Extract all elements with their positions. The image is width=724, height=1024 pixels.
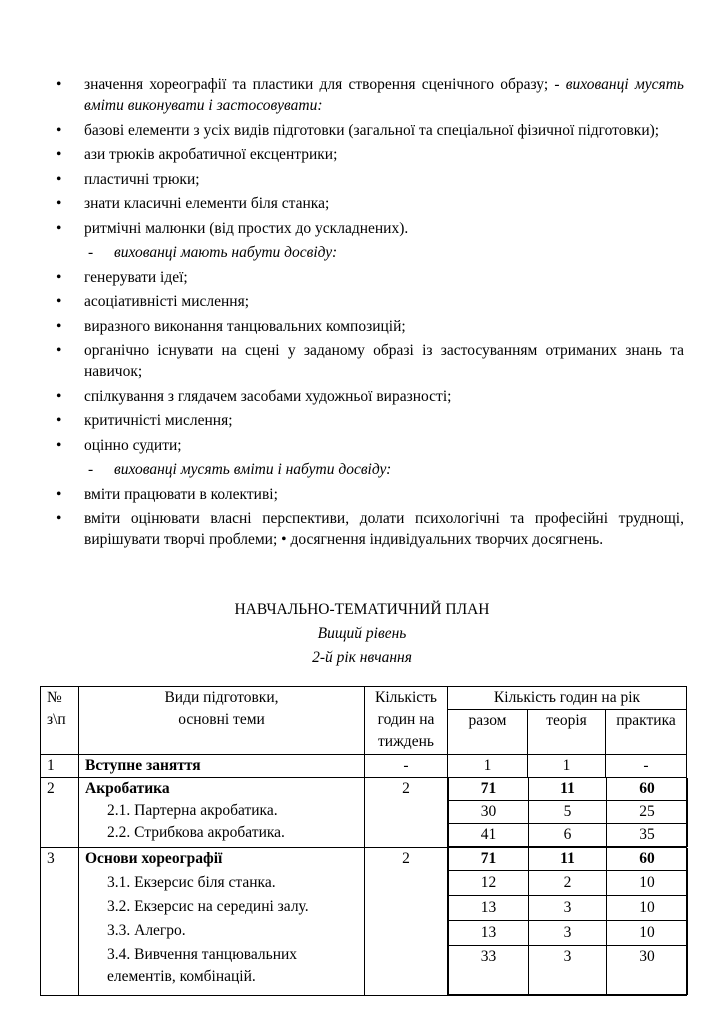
list-item: • органічно існувати на сцені у заданому образі із застосуванням отриманих знань та навичок; [56, 340, 684, 382]
header-num: № з\п [41, 687, 79, 755]
list-item: • пластичні трюки; [56, 169, 684, 190]
header-yearly: Кількість годин на рік [448, 687, 687, 710]
list-subheading: - вихованці мають набути досвіду: [56, 242, 684, 263]
table-row: 2 Акробатика 2.1. Партерна акробатика. 2.2. Стрибкова акробатика. 2 71 11 60 30 5 25 41 6 35 [41, 778, 687, 848]
header-types: Види підготовки, основні теми [79, 687, 365, 755]
thematic-plan-table [40, 686, 687, 996]
plan-year: 2-й рік нвчання [312, 649, 412, 666]
table-row: 3 Основи хореографії 3.1. Екзерсис біля станка. 3.2. Екзерсис на середині залу. 3.3. Алегро. 3.4. Вивчення танцювальних елементів, комбінацій. 2 71 11 60 12 2 10 13 3 10 13 3 10 33 3 30 [41, 848, 687, 996]
list-item: • виразного виконання танцювальних композицій; [56, 316, 684, 337]
list-item: • ритмічні малюнки (від простих до ускладнених). [56, 218, 684, 239]
list-item: • знати класичні елементи біля станка; [56, 193, 684, 214]
list-item: • асоціативністі мислення; [56, 291, 684, 312]
competency-list [56, 74, 684, 554]
list-item: • оцінно судити; [56, 435, 684, 456]
list-item: • значення хореографії та пластики для створення сценічного образу; - вихованці мусять вміти виконувати і застосовувати: [56, 74, 684, 116]
header-weekly: Кількість годин на тиждень [365, 687, 448, 755]
header-theory: теорія [528, 710, 606, 755]
list-subheading: - вихованці мусять вміти і набути досвіду: [56, 459, 684, 480]
table-row: 1 Вступне заняття - 1 1 - [41, 755, 687, 778]
list-item: • генерувати ідеї; [56, 267, 684, 288]
list-item: • вміти працювати в колективі; [56, 484, 684, 505]
header-practice: практика [606, 710, 687, 755]
list-item: • базові елементи з усіх видів підготовки (загальної та спеціальної фізичної підготовки); [56, 120, 684, 141]
list-item: • спілкування з глядачем засобами художньої виразності; [56, 386, 684, 407]
list-item: • вміти оцінювати власні перспективи, долати психологічні та професійні труднощі, вирішувати творчі проблеми; • досягнення індивідуальних творчих досягнень. [56, 508, 684, 550]
plan-title: НАВЧАЛЬНО-ТЕМАТИЧНИЙ ПЛАН [234, 601, 490, 618]
list-item: • критичністі мислення; [56, 410, 684, 431]
header-total: разом [448, 710, 528, 755]
plan-level: Вищий рівень [317, 625, 407, 642]
list-item: • ази трюків акробатичної ексцентрики; [56, 144, 684, 165]
table-header-row [41, 687, 687, 710]
